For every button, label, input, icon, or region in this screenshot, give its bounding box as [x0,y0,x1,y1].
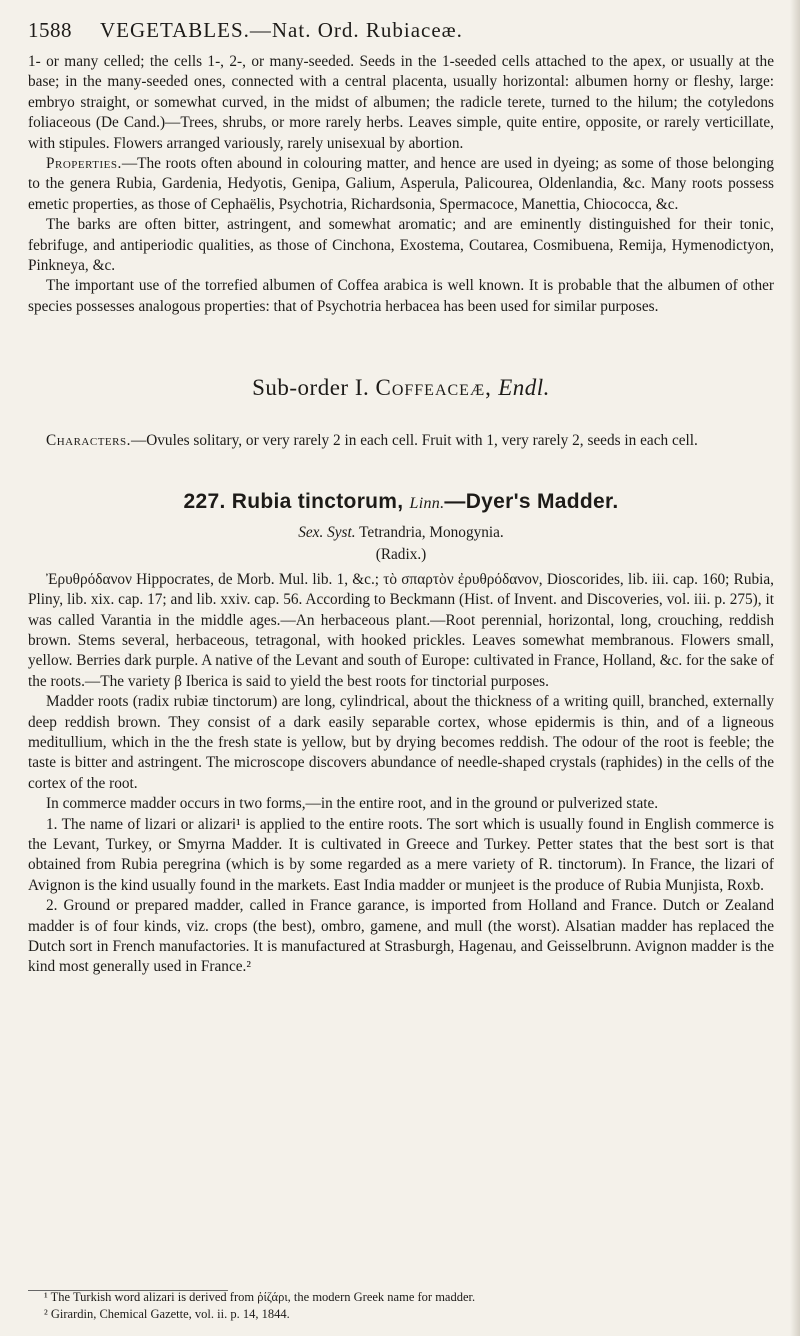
suborder-authority: Endl. [498,375,550,401]
footnotes [28,1289,774,1323]
sex-syst-value: Tetrandria, Monogynia. [359,523,504,541]
species-authority: Linn. [409,494,445,512]
suborder-name: Coffeaceæ, [375,375,492,401]
body-paragraph-synonyms: Ἐρυθρόδανον Hippocrates, de Morb. Mul. lib. 1, &c.; τὸ σπαρτὸν ἐρυθρόδανον, Dioscorides, lib. iii. cap. 160; Rubia, Pliny, lib. xix. cap. 17; and lib. xxiv. cap. 56. According to Beckmann (Hist. of Invent. and Discoveries, vol. iii. p. 275), it was called Varantia in the middle ages.—An herbaceous plant.—Root perennial, horizontal, long, crouching, reddish brown. Stems several, herbaceous, tetragonal, with hooked prickles. Leaves somewhat membranous. Flowers small, yellow. Berries dark purple. A native of the Levant and south of Europe: cultivated in France, Holland, &c. for the sake of the roots.—The variety β Iberica is said to yield the best roots for tinctorial purposes. [28,570,774,690]
intro-paragraph-1: 1- or many celled; the cells 1-, 2-, or many-seeded. Seeds in the 1-seeded cells attached to the apex, or usually at the base; in the many-seeded ones, connected with a central placenta, usually horizontal: albumen horny or fleshy, large: embryo straight, or somewhat curved, in the midst of albumen; the radicle terete, turned to the hilum; the cotyledons foliaceous (De Cand.)—Trees, shrubs, or more rarely herbs. Leaves simple, quite entire, opposite, or rarely verticillate, with stipules. Flowers arranged variously, rarely unisexual by abortion. [28,53,774,152]
intro-paragraph-albumen: The important use of the torrefied albumen of Coffea arabica is well known. It is probable that the albumen of other species possesses analogous properties: that of Psychotria herbacea has been used for similar purposes. [28,277,774,315]
page-number: 1588 [28,18,72,42]
footnote-2: ² Girardin, Chemical Gazette, vol. ii. p. 14, 1844. [44,1307,290,1321]
body-paragraph-commerce: In commerce madder occurs in two forms,—in the entire root, and in the ground or pulverized state. [46,795,659,813]
sexual-system-line [28,522,774,544]
body-paragraph-ground-madder: 2. Ground or prepared madder, called in France garance, is imported from Holland and France. Dutch or Zealand madder is of four kinds, viz. crops (the best), ombro, gamene, and mull (the worst). Alsatian madder has replaced the Dutch sort in French manufactories. It is manufactured at Strasburgh, Hagenau, and Geisselbrunn. Avignon madder is the kind most generally used in France.² [28,897,774,976]
species-heading [28,490,774,514]
plant-part: (Radix.) [375,545,427,563]
sex-syst-label: Sex. Syst. [298,523,356,541]
properties-label: Properties. [46,155,122,173]
suborder-heading [28,375,774,401]
body-paragraph-lizari: 1. The name of lizari or alizari¹ is applied to the entire roots. The sort which is usually found in English commerce is the Levant, Turkey, or Smyrna Madder. It is cultivated in Greece and Turkey. Petter states that the best sort is that obtained from Rubia peregrina (which is by some regarded as a mere variety of R. tinctorum). In France, the lizari of Avignon is the kind usually found in the markets. East India madder or munjeet is the produce of Rubia Munjista, Roxb. [28,815,774,894]
suborder-prefix: Sub-order I. [252,375,370,401]
characters-label: Characters. [46,432,131,450]
species-number: 227. [183,489,226,513]
characters-text: —Ovules solitary, or very rarely 2 in each cell. Fruit with 1, very rarely 2, seeds in each cell. [130,432,698,450]
species-name: Rubia tinctorum, [231,489,404,513]
species-common-name: —Dyer's Madder. [444,489,619,513]
page-header [28,18,774,46]
footnote-1: ¹ The Turkish word alizari is derived from ῥίζάρι, the modern Greek name for madder. [44,1290,476,1304]
intro-paragraph-barks: The barks are often bitter, astringent, and somewhat aromatic; and are eminently distinguished for their tonic, febrifuge, and antiperiodic qualities, as those of Cinchona, Exostema, Coutarea, Cosmibuena, Remija, Hymenodictyon, Pinkneya, &c. [28,216,774,275]
properties-text: —The roots often abound in colouring matter, and hence are used in dyeing; as some of those belonging to the genera Rubia, Gardenia, Hedyotis, Genipa, Galium, Asperula, Palicourea, Oldenlandia, &c. Many roots possess emetic properties, as those of Cephaëlis, Psychotria, Richardsonia, Spermacoce, Manettia, Chiococca, &c. [28,155,774,213]
properties-paragraph [28,154,774,215]
body-paragraph-roots: Madder roots (radix rubiæ tinctorum) are long, cylindrical, about the thickness of a writing quill, branched, externally deep reddish brown. They consist of a dark easily separable cortex, whose epidermis is thin, and of a ligneous meditullium, which in the the fresh state is yellow, but by drying becomes reddish. The odour of the root is feeble; the taste is bitter and astringent. The microscope discovers abundance of needle-shaped crystals (raphides) in the cells of the cortex of the root. [28,693,774,792]
running-title: VEGETABLES.—Nat. Ord. Rubiaceæ. [100,18,463,42]
characters-paragraph [28,431,774,451]
